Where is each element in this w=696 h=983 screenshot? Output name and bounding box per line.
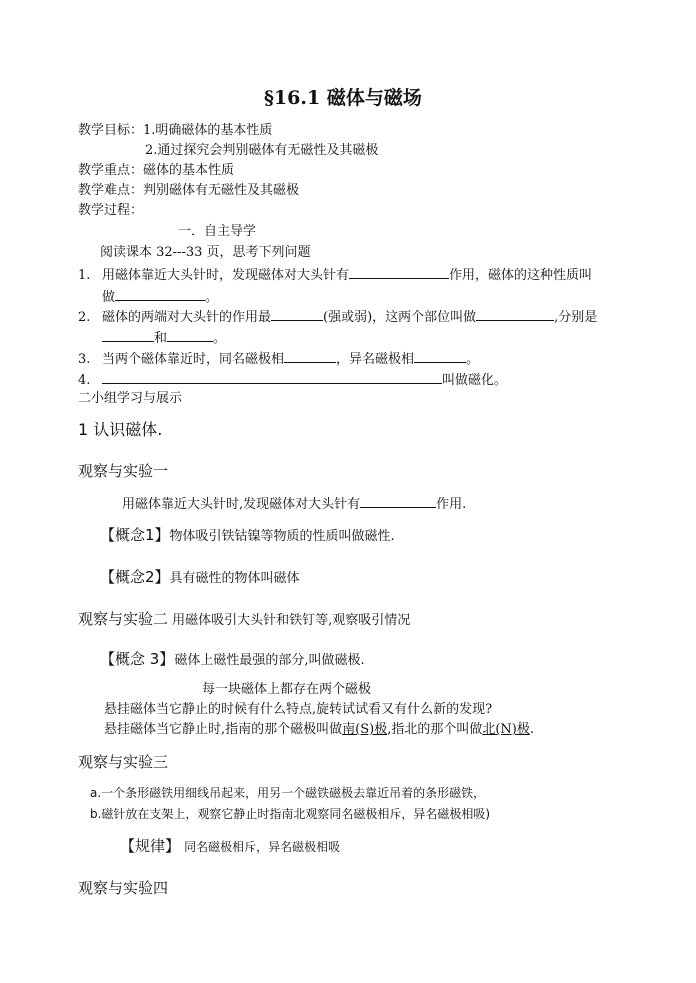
- experiment-1-text-b: 作用.: [436, 497, 467, 512]
- question-3-text-c: 。: [466, 352, 480, 367]
- question-1-text-b: 作用，磁体的这种性质叫: [449, 268, 593, 283]
- rule-label: 【规律】: [120, 837, 181, 855]
- question-3-text-b: ，异名磁极相: [336, 352, 415, 367]
- difficult-point-label: 教学难点：: [78, 183, 144, 198]
- question-1-line-1: [78, 266, 592, 284]
- concept-1: [100, 527, 395, 545]
- north-pole-term: 北(N)极: [482, 722, 530, 737]
- key-point-line: [78, 163, 234, 179]
- poles-line-1: 每一块磁体上都存在两个磁极: [202, 682, 372, 697]
- goal-item-1: 1.明确磁体的基本性质: [143, 123, 273, 138]
- goals-line-1: [78, 123, 272, 139]
- question-4-number: 4.: [78, 373, 91, 388]
- key-point-text: 磁体的基本性质: [143, 163, 235, 178]
- question-3-blank-1[interactable]: [284, 350, 336, 363]
- concept-1-text: 物体吸引铁钴镍等物质的性质叫做磁性.: [169, 529, 395, 544]
- concept-3: [100, 651, 365, 669]
- experiment-2-text: 用磁体吸引大头针和铁钉等,观察吸引情况: [172, 613, 411, 628]
- question-2-line-1: [78, 308, 597, 326]
- question-1-text-a: 用磁体靠近大头针时，发现磁体对大头针有: [102, 268, 350, 283]
- experiment-3-b: b.磁针放在支架上，观察它静止时指南北观察同名磁极相斥，异名磁极相吸): [90, 807, 491, 821]
- rule-text: 同名磁极相斥，异名磁极相吸: [184, 840, 341, 854]
- section1-intro: 阅读课本 32---33 页，思考下列问题: [100, 245, 311, 260]
- question-2-text-d: 和: [154, 331, 168, 346]
- key-point-label: 教学重点：: [78, 163, 144, 178]
- difficult-point-line: [78, 183, 299, 199]
- concept-1-label: 【概念1】: [100, 526, 170, 544]
- question-2-number: 2.: [78, 310, 91, 325]
- question-1-number: 1.: [78, 268, 91, 283]
- question-4-text: 叫做磁化。: [442, 373, 508, 388]
- process-label: 教学过程：: [78, 203, 144, 218]
- poles-line-3: [104, 722, 534, 738]
- question-2-text-c: ,分别是: [554, 310, 598, 325]
- experiment-4-heading: 观察与实验四: [78, 879, 169, 897]
- question-2-blank-2[interactable]: [476, 308, 554, 321]
- concept-2: [100, 569, 300, 587]
- question-3-text-a: 当两个磁体靠近时，同名磁极相: [102, 352, 285, 367]
- poles-line-3-text-c: .: [529, 722, 535, 737]
- sub1-heading: 1 认识磁体.: [78, 420, 163, 439]
- question-2-line-2: [102, 329, 226, 347]
- question-2-text-b: (强或弱)，这两个部位叫做: [323, 310, 477, 325]
- poles-line-2: 悬挂磁体当它静止的时候有什么特点,旋转试试看又有什么新的发现?: [104, 702, 493, 717]
- question-1-line-2: [102, 288, 218, 306]
- section2-heading: 二小组学习与展示: [78, 391, 183, 406]
- south-pole-term: 南(S)极: [342, 722, 388, 737]
- question-4-blank[interactable]: [102, 371, 442, 384]
- poles-line-3-text-a: 悬挂磁体当它静止时,指南的那个磁极叫做: [104, 722, 343, 737]
- question-2-text-a: 磁体的两端对大头针的作用最: [102, 310, 272, 325]
- concept-2-text: 具有磁性的物体叫磁体: [169, 571, 300, 586]
- section1-heading: 一．自主导学: [178, 224, 257, 239]
- experiment-3-heading: 观察与实验三: [78, 753, 169, 771]
- rule: [120, 838, 340, 856]
- concept-3-label: 【概念 3】: [100, 650, 175, 668]
- experiment-1-text-a: 用磁体靠近大头针时,发现磁体对大头针有: [122, 497, 361, 512]
- question-2-text-e: 。: [213, 331, 227, 346]
- difficult-point-text: 判别磁体有无磁性及其磁极: [143, 183, 300, 198]
- experiment-2-heading: 观察与实验二: [78, 610, 169, 628]
- experiment-3-a: a.一个条形磁铁用细线吊起来，用另一个磁铁磁极去靠近吊着的条形磁铁，: [90, 786, 486, 800]
- question-3-blank-2[interactable]: [414, 350, 466, 363]
- goals-label: 教学目标：: [78, 123, 144, 138]
- question-1-blank-2[interactable]: [115, 288, 205, 301]
- goal-item-2: 2.通过探究会判别磁体有无磁性及其磁极: [145, 143, 379, 158]
- page-title: §16.1 磁体与磁场: [264, 87, 422, 109]
- question-1-blank-1[interactable]: [349, 266, 449, 279]
- question-1-text-c: 做: [102, 290, 116, 305]
- experiment-2-line: [78, 609, 410, 629]
- question-3-number: 3.: [78, 352, 91, 367]
- experiment-1-text: [122, 495, 466, 513]
- question-4-line: [78, 371, 507, 389]
- poles-line-3-text-b: ,指北的那个叫做: [387, 722, 483, 737]
- experiment-1-heading: 观察与实验一: [78, 462, 169, 480]
- experiment-1-blank[interactable]: [360, 495, 436, 508]
- question-2-blank-1[interactable]: [271, 308, 323, 321]
- concept-3-text: 磁体上磁性最强的部分,叫做磁极.: [174, 653, 365, 668]
- concept-2-label: 【概念2】: [100, 568, 170, 586]
- question-1-text-d: 。: [205, 290, 219, 305]
- question-2-blank-3[interactable]: [102, 329, 154, 342]
- question-3-line: [78, 350, 479, 368]
- question-2-blank-4[interactable]: [167, 329, 213, 342]
